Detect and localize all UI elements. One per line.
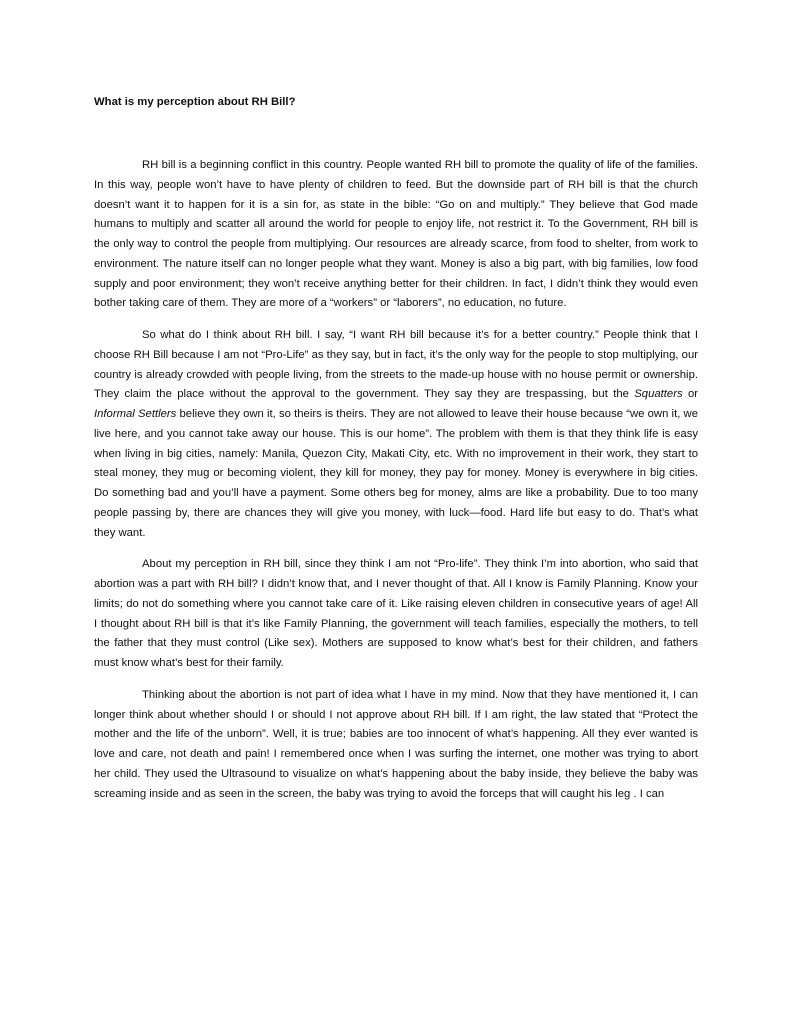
italic-text: Informal Settlers [94,408,177,420]
paragraph-text: believe they own it, so theirs is theirs. They are not allowed to leave their house because “we own it, we live here, and you cannot take away our house. This is our home”. The problem with them is that they think life is easy when living in big cities, namely: Manila, Quezon City, Makati City, etc. With no improvement in their work, they start to steal money, they mug or becoming violent, they kill for money, they pay for money. Money is everywhere in big cities. Do something bad and you’ll have a payment. Some others beg for money, alms are like a probability. Due to too many people passing by, there are chances they will give you money, with luck—food. Hard life but easy to do. That’s what they want. [94,408,698,539]
paragraph-text: Thinking about the abortion is not part of idea what I have in my mind. Now that they have mentioned it, I can longer think about whether should I or should I not approve about RH bill. If I am right, the law stated that “Protect the mother and the life of the unborn”. Well, it is true; babies are too innocent of what’s happening. All they ever wanted is love and care, not death and pain! I remembered once when I was surfing the internet, one mother was trying to abort her child. They used the Ultrasound to visualize on what’s happening about the baby inside, they believe the baby was screaming inside and as seen in the screen, the baby was trying to avoid the forceps that will caught his leg . I can [94,688,698,800]
body-paragraph [94,686,698,805]
paragraph-text: or [682,388,698,401]
paragraph-text: RH bill is a beginning conflict in this country. People wanted RH bill to promote the quality of life of the families. In this way, people won’t have to have plenty of children to feed. But the downside part of RH bill is that the church doesn’t want it to happen for it is a sin for, as state in the bible: “Go on and multiply.” They believe that God made humans to multiply and scatter all around the world for people to enjoy life, not restrict it. To the Government, RH bill is the only way to control the people from multiplying. Our resources are already scarce, from food to shelter, from work to environment. The nature itself can no longer people what they want. Money is also a big part, with big families, low food supply and poor environment; they won’t receive anything better for their children. In fact, I didn’t think they would even bother taking care of them. They are more of a “workers” or “laborers”, no education, no future. [94,159,698,310]
body-paragraph [94,156,698,314]
paragraph-text: So what do I think about RH bill. I say, “I want RH bill because it’s for a better country.” People think that I choose RH Bill because I am not “Pro-Life” as they say, but in fact, it’s the only way for the people to stop multiplying, our country is already crowded with people living, from the streets to the made-up house with no house permit or ownership. They claim the place without the approval to the government. They say they are trespassing, but the [94,329,698,401]
document-title: What is my perception about RH Bill? [94,96,296,108]
document-body [94,156,698,816]
body-paragraph [94,555,698,674]
paragraph-text: About my perception in RH bill, since they think I am not “Pro-life”. They think I’m into abortion, who said that abortion was a part with RH bill? I didn’t know that, and I never thought of that. All I know is Family Planning. Know your limits; do not do something where you cannot take care of it. Like raising eleven children in consecutive years of age! All I thought about RH bill is that it’s like Family Planning, the government will teach families, especially the mothers, to tell the father that they must control (Like sex). Mothers are supposed to know what’s best for their children, and fathers must know what’s best for their family. [94,558,698,669]
italic-text: Squatters [634,388,683,401]
body-paragraph [94,326,698,543]
